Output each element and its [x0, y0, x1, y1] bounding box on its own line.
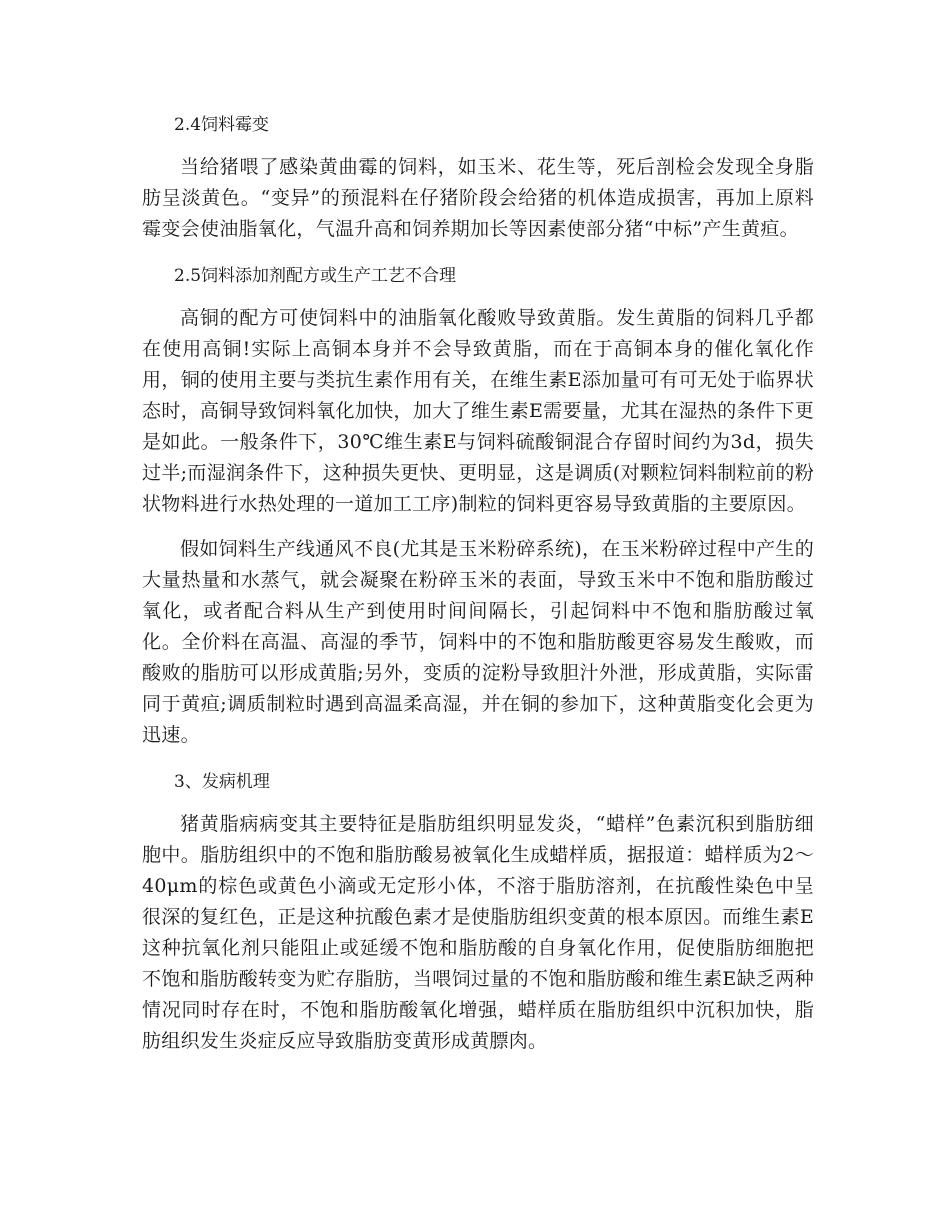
document-body — [142, 108, 814, 1071]
paragraph-ventilation: 假如饲料生产线通风不良(尤其是玉米粉碎系统)，在玉米粉碎过程中产生的大量热量和水蒸气，就会凝聚在粉碎玉米的表面，导致玉米中不饱和脂肪酸过氧化，或者配合料从生产到使用时间间隔长，引起饲料中不饱和脂肪酸过氧化。全价料在高温、高湿的季节，饲料中的不饱和脂肪酸更容易发生酸败，而酸败的脂肪可以形成黄脂;另外，变质的淀粉导致胆汁外泄，形成黄脂，实际雷同于黄疸;调质制粒时遇到高温柔高湿，并在铜的参加下，这种黄脂变化会更为迅速。 — [142, 538, 814, 746]
section-heading-2-5: 2.5饲料添加剂配方或生产工艺不合理 — [174, 266, 457, 286]
paragraph-pathogenesis: 猪黄脂病病变其主要特征是脂肪组织明显发炎，“蜡样”色素沉积到脂肪细胞中。脂肪组织中的不饱和脂肪酸易被氧化生成蜡样质，据报道：蜡样质为2～40μm的棕色或黄色小滴或无定形小体，不溶于脂肪溶剂，在抗酸性染色中呈很深的复红色，正是这种抗酸色素才是使脂肪组织变黄的根本原因。而维生素E这种抗氧化剂只能阻止或延缓不饱和脂肪酸的自身氧化作用，促使脂肪细胞把不饱和脂肪酸转变为贮存脂肪，当喂饲过量的不饱和脂肪酸和维生素E缺乏两种情况同时存在时，不饱和脂肪酸氧化增强，蜡样质在脂肪组织中沉积加快，脂肪组织发生炎症反应导致脂肪变黄形成黄膘肉。 — [142, 813, 814, 1052]
paragraph-feed-mold: 当给猪喂了感染黄曲霉的饲料，如玉米、花生等，死后剖检会发现全身脂肪呈淡黄色。“变异”的预混料在仔猪阶段会给猪的机体造成损害，再加上原料霉变会使油脂氧化，气温升高和饲养期加长等因素使部分猪“中标”产生黄疸。 — [142, 156, 814, 240]
section-heading-2-4: 2.4饲料霉变 — [174, 115, 270, 135]
section-heading-3: 3、发病机理 — [174, 772, 270, 792]
paragraph-high-copper: 高铜的配方可使饲料中的油脂氧化酸败导致黄脂。发生黄脂的饲料几乎都在使用高铜!实际上高铜本身并不会导致黄脂，而在于高铜本身的催化氧化作用，铜的使用主要与类抗生素作用有关，在维生素E添加量可有可无处于临界状态时，高铜导致饲料氧化加快，加大了维生素E需要量，尤其在湿热的条件下更是如此。一般条件下，30℃维生素E与饲料硫酸铜混合存留时间约为3d，损失过半;而湿润条件下，这种损失更快、更明显，这是调质(对颗粒饲料制粒前的粉状物料进行水热处理的一道加工工序)制粒的饲料更容易导致黄脂的主要原因。 — [142, 307, 814, 515]
